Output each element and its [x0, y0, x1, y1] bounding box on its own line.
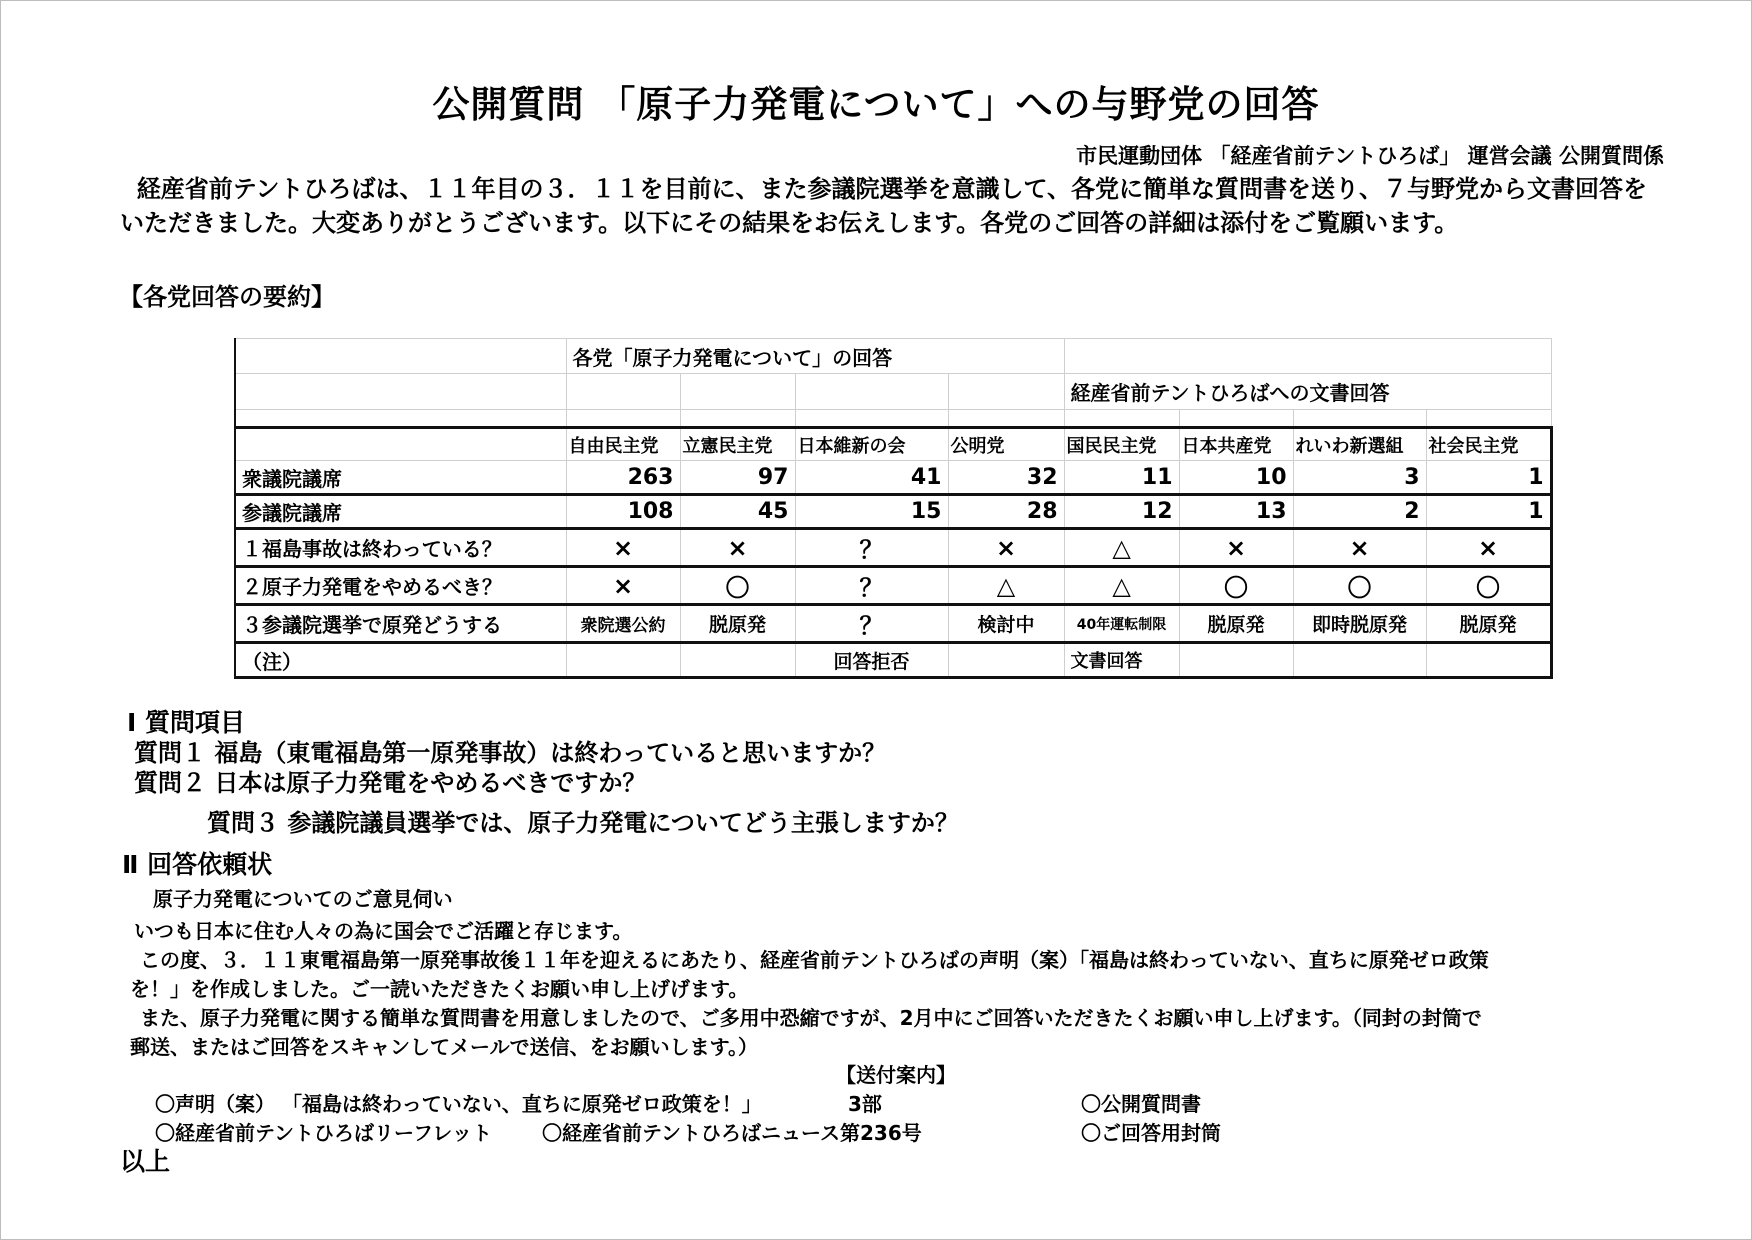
table-row-q3 [235, 605, 1551, 643]
table-cell: × [1179, 529, 1293, 567]
table-cell: 3 [1293, 461, 1426, 495]
enclosure-count: 3部 [848, 1092, 882, 1116]
party-header: 公明党 [948, 428, 1064, 461]
table-cell: ？ [795, 605, 948, 643]
table-cell: 衆院選公約 [566, 605, 680, 643]
party-header: 日本共産党 [1179, 428, 1293, 461]
table-cell: 〇 [1426, 567, 1551, 605]
question-1: 質問１ 福島（東電福島第一原発事故）は終わっていると思いますか？ [134, 739, 887, 767]
table-cell: △ [1064, 529, 1179, 567]
party-header: 社会民主党 [1426, 428, 1551, 461]
table-cell: 41 [795, 461, 948, 495]
request-line: また、原子力発電に関する簡単な質問書を用意しましたので、ご多用中恐縮ですが、2月中にご回答いただきたくお願い申し上げます。（同封の封筒で [140, 1006, 1482, 1030]
table-cell: × [948, 529, 1064, 567]
table-row-q1 [235, 529, 1551, 567]
table-cell: 〇 [1179, 567, 1293, 605]
table-row-notes [235, 643, 1551, 678]
table-cell [680, 643, 795, 678]
table-cell: × [1426, 529, 1551, 567]
page-title: 公開質問 「原子力発電について」への与野党の回答 [432, 83, 1320, 126]
table-cell: 28 [948, 495, 1064, 529]
intro-paragraph: 経産省前テントひろばは、１１年目の３．１１を目前に、また参議院選挙を意識して、各党に簡単な質問書を送り、７与野党から文書回答をいただきました。大変ありがとうございます。以下にその結果をお伝えします。各党のご回答の詳細は添付をご覧願います。 [120, 175, 1648, 237]
table-cell: 12 [1064, 495, 1179, 529]
party-header: 自由民主党 [566, 428, 680, 461]
row-label: （注） [235, 643, 566, 678]
table-cell [1179, 643, 1293, 678]
table-subcaption-row [235, 374, 1551, 410]
table-cell [1426, 643, 1551, 678]
table-cell: 即時脱原発 [1293, 605, 1426, 643]
section1-heading: Ⅰ 質問項目 [127, 708, 246, 737]
table-cell [566, 643, 680, 678]
table-row-q2 [235, 567, 1551, 605]
table-cell: × [1293, 529, 1426, 567]
table-cell: 1 [1426, 461, 1551, 495]
table-cell: 263 [566, 461, 680, 495]
section2-heading: Ⅱ 回答依頼状 [122, 850, 273, 879]
table-cell: ？ [795, 529, 948, 567]
table-cell: × [566, 529, 680, 567]
enclosure-item: 〇公開質問書 [1081, 1092, 1201, 1116]
table-cell: 32 [948, 461, 1064, 495]
table-row-upper-house [235, 495, 1551, 529]
table-cell: 108 [566, 495, 680, 529]
enclosure-item: 〇声明（案） 「福島は終わっていない、直ちに原発ゼロ政策を！」 [155, 1092, 762, 1116]
enclosure-item: 〇ご回答用封筒 [1081, 1121, 1221, 1145]
table-cell: △ [1064, 567, 1179, 605]
enclosure-item: 〇経産省前テントひろばニュース第236号 [542, 1121, 922, 1145]
organization-line: 市民運動団体 「経産省前テントひろば」 運営会議 公開質問係 [1076, 144, 1664, 168]
table-caption-row [235, 339, 1551, 374]
table-cell: 40年運転制限 [1064, 605, 1179, 643]
table-cell: 2 [1293, 495, 1426, 529]
party-header: れいわ新選組 [1293, 428, 1426, 461]
party-header: 国民民主党 [1064, 428, 1179, 461]
row-label: １福島事故は終わっている？ [235, 529, 566, 567]
table-cell: 〇 [680, 567, 795, 605]
table-cell [1293, 643, 1426, 678]
request-line: いつも日本に住む人々の為に国会でご活躍と存じます。 [134, 919, 633, 943]
row-label: 参議院議席 [235, 495, 566, 529]
table-cell: 45 [680, 495, 795, 529]
table-cell: 脱原発 [680, 605, 795, 643]
question-3: 質問３ 参議院議員選挙では、原子力発電についてどう主張しますか？ [207, 809, 959, 837]
table-spacer-row [235, 410, 1551, 428]
table-cell: × [680, 529, 795, 567]
closing-text: 以上 [120, 1147, 171, 1176]
row-label: ２原子力発電をやめるべき？ [235, 567, 566, 605]
request-line: を！」を作成しました。ご一読いただきたくお願い申し上げげます。 [130, 977, 749, 1001]
request-line: この度、３．１１東電福島第一原発事故後１１年を迎えるにあたり、経産省前テントひろばの声明（案）「福島は終わっていない、直ちに原発ゼロ政策 [140, 948, 1489, 972]
enclosure-item: 〇経産省前テントひろばリーフレット [155, 1121, 492, 1145]
table-cell: 97 [680, 461, 795, 495]
table-cell: × [566, 567, 680, 605]
table-cell: 〇 [1293, 567, 1426, 605]
summary-heading: 【各党回答の要約】 [119, 283, 335, 311]
table-cell: 文書回答 [1064, 643, 1179, 678]
table-header-row [235, 428, 1551, 461]
table-subcaption: 経産省前テントひろばへの文書回答 [1064, 374, 1551, 410]
party-answers-table [234, 338, 1550, 674]
table-cell: 脱原発 [1179, 605, 1293, 643]
row-label: ３参議院選挙で原発どうする [235, 605, 566, 643]
request-line: 原子力発電についてのご意見伺い [153, 887, 453, 911]
table-cell: 検討中 [948, 605, 1064, 643]
party-header: 日本維新の会 [795, 428, 948, 461]
table-cell: 13 [1179, 495, 1293, 529]
table-cell: 1 [1426, 495, 1551, 529]
table-row-lower-house [235, 461, 1551, 495]
table-caption: 各党「原子力発電について」の回答 [566, 339, 1064, 374]
request-line: 郵送、またはご回答をスキャンしてメールで送信、をお願いします。） [130, 1035, 758, 1059]
party-header: 立憲民主党 [680, 428, 795, 461]
table-cell: 脱原発 [1426, 605, 1551, 643]
table-cell: 回答拒否 [795, 643, 948, 678]
table-cell: 10 [1179, 461, 1293, 495]
table-cell: 15 [795, 495, 948, 529]
table-cell: △ [948, 567, 1064, 605]
question-2: 質問２ 日本は原子力発電をやめるべきですか？ [134, 769, 647, 797]
table-cell: ？ [795, 567, 948, 605]
enclosures-heading: 【送付案内】 [836, 1063, 956, 1087]
table-cell [948, 643, 1064, 678]
row-label: 衆議院議席 [235, 461, 566, 495]
table-cell: 11 [1064, 461, 1179, 495]
